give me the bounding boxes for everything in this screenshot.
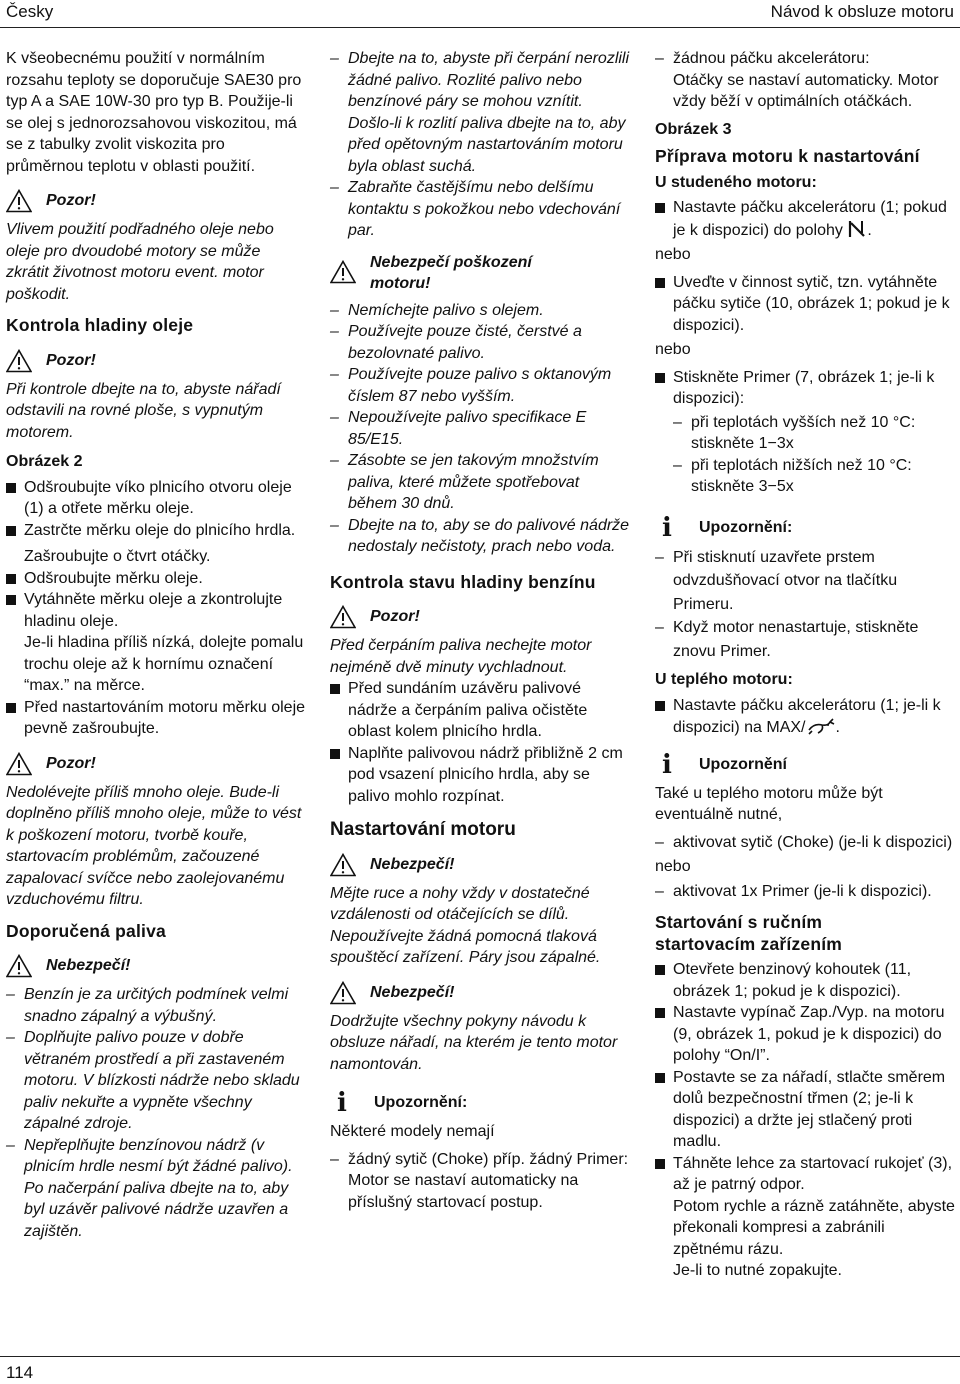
warning-triangle-icon <box>6 189 32 213</box>
list-item-continuation: Zašroubujte o čtvrt otáčky. <box>24 548 211 565</box>
step-text-end: . <box>835 719 840 736</box>
or-text: nebo <box>655 246 691 263</box>
warning-danger-3 <box>330 979 630 1007</box>
list-item: Postavte se za nářadí, stlačte směrem dolů bezpečnostní třmen (2; je-li k dispozici) a držte jej stlačený proti madlu. <box>655 1067 957 1153</box>
list-item: Zastrčte měrku oleje do plnicího hrdla. <box>6 520 306 542</box>
list-item: – Dbejte na to, aby se do palivové nádrže nedostaly nečistoty, prach nebo voda. <box>330 515 630 558</box>
note-text: Také u teplého motoru může být eventuálně nutné, <box>655 784 883 823</box>
list-item: – Používejte pouze čisté, čerstvé a bezolovnaté palivo. <box>330 321 630 364</box>
list-item: Uveďte v činnost sytič, tzn. vytáhněte páčku sytiče (10, obrázek 1; pokud je k dispozici). <box>655 272 957 337</box>
note-list-2 <box>655 881 957 903</box>
warning-caution-2 <box>6 347 306 375</box>
warning-caution-fuel <box>330 603 630 631</box>
warning-label: Pozor! <box>46 192 96 210</box>
note-label: Upozornění: <box>699 518 793 536</box>
cold-steps <box>655 197 957 241</box>
info-icon: i <box>337 1088 347 1118</box>
list-item: Odšroubujte víko plnicího otvoru oleje (1) a otřete měrku oleje. <box>6 477 306 520</box>
list-item: – při teplotách nižších než 10 °C: stiskněte 3−5x <box>673 455 957 498</box>
warning-label: Nebezpečí! <box>370 983 455 1001</box>
warning-label: Nebezpečí! <box>370 855 455 873</box>
warning-text: Při kontrole dbejte na to, abyste nářadí odstavili na rovné ploše, s vypnutým motorem. <box>6 380 281 441</box>
list-item: – Dbejte na to, abyste při čerpání nerozlili žádné palivo. Rozlité palivo nebo benzínové páry se mohou vznítit. Došlo-li k rozlití paliva dbejte na to, aby před opětovným nastartováním motoru byla oblast suchá. <box>330 48 630 177</box>
heading-starting-engine: Nastartování motoru <box>330 819 516 840</box>
list-item: – Doplňujte palivo pouze v dobře větraném prostředí a při zastaveném motoru. V blízkosti nádrže nebo skladu paliv nekuřte a vypněte všechny zápalné zdroje. <box>6 1027 306 1135</box>
note-list-cont <box>655 48 957 70</box>
oil-check-steps <box>6 477 306 542</box>
list-item: – Když motor nenastartuje, stiskněte znovu Primer. <box>655 616 957 663</box>
column-3 <box>655 48 957 1282</box>
cold-steps-3 <box>655 367 957 410</box>
list-item: Táhněte lehce za startovací rukojeť (3), až je patrný odpor. <box>655 1153 957 1196</box>
warning-text: Dodržujte všechny pokyny návodu k obsluze nářadí, na kterém je tento motor namontován. <box>330 1012 618 1073</box>
list-item-continuation: Potom rychle a rázně zatáhněte, abyste překonali kompresi a zabránili zpětnému rázu. <box>673 1197 955 1258</box>
warning-engine-damage <box>330 252 630 296</box>
warning-danger-2 <box>330 851 630 879</box>
list-item: Odšroubujte měrku oleje. <box>6 568 306 590</box>
header-title: Návod k obsluze motoru <box>770 2 954 21</box>
list-item: – Zabraňte častějšímu nebo delšímu kontaktu s pokožkou nebo vdechování par. <box>330 177 630 242</box>
step-text-end: . <box>867 221 872 239</box>
heading-recommended-fuels: Doporučená paliva <box>6 920 166 941</box>
or-text: nebo <box>655 341 691 358</box>
list-item: – při teplotách vyšších než 10 °C: stiskněte 1−3x <box>673 412 957 455</box>
cold-steps-2 <box>655 272 957 337</box>
step-text: Nastavte páčku akcelerátoru (1; pokud je k dispozici) do polohy <box>673 199 947 239</box>
header-language: Česky <box>6 2 54 21</box>
or-text: nebo <box>655 858 691 875</box>
list-item: – Nepřeplňujte benzínovou nádrž (v plnicím hrdle nesmí být žádné palivo). Po načerpání paliva dbejte na to, aby byl uzávěr palivové nádrže uzavřen a zajištěn. <box>6 1135 306 1243</box>
list-item <box>655 197 957 241</box>
heading-warm-engine: U teplého motoru: <box>655 671 793 688</box>
note-1 <box>330 1089 630 1117</box>
engine-damage-list <box>330 300 630 558</box>
list-item-continuation: Je-li to nutné zopakujte. <box>673 1262 842 1279</box>
warning-text: Nedolévejte příliš mnoho oleje. Bude-li doplněno příliš mnoho oleje, může to vést k poškození motoru, tvorbě kouře, startovacím problémům, začouzené zapalovací svíčce nebo zaolejovanému vzduchovému filtru. <box>6 783 302 908</box>
note-list <box>330 1149 630 1171</box>
danger-list <box>6 984 306 1242</box>
list-item: Nastavte vypínač Zap./Vyp. na motoru (9, obrázek 1, pokud je k dispozici) do polohy “On/I”. <box>655 1002 957 1067</box>
warning-triangle-icon <box>6 954 32 978</box>
list-item: Před nastartováním motoru měrku oleje pevně zašroubujte. <box>6 697 306 740</box>
warning-text: Mějte ruce a nohy vždy v dostatečné vzdálenosti od otáčejících se dílů. Nepoužívejte žádná pomocná tlaková spouštěcí zařízení. Páry jsou zápalné. <box>330 884 601 966</box>
figure-ref: Obrázek 2 <box>6 453 83 470</box>
page-number: 114 <box>6 1363 34 1382</box>
note-label: Upozornění <box>699 755 787 773</box>
heading-fuel-level: Kontrola stavu hladiny benzínu <box>330 571 596 592</box>
warning-caution-3 <box>6 750 306 778</box>
list-item: Stiskněte Primer (7, obrázek 1; je-li k dispozici): <box>655 367 957 410</box>
hare-symbol-icon <box>806 716 836 736</box>
list-item: Před sundáním uzávěru palivové nádrže a čerpáním paliva očistěte oblast kolem plnicího hrdla. <box>330 678 630 743</box>
fuel-steps <box>330 678 630 807</box>
page-header <box>0 0 960 28</box>
footer-rule <box>0 1356 960 1357</box>
warning-label: Pozor! <box>370 608 420 626</box>
info-icon: i <box>662 749 672 780</box>
heading-manual-start: Startování s ručním startovacím zařízením <box>655 912 843 954</box>
warning-triangle-icon <box>6 752 32 776</box>
note-text: Některé modely nemají <box>330 1123 495 1140</box>
note-list <box>655 832 957 854</box>
note-list <box>655 546 957 664</box>
heading-cold-engine: U studeného motoru: <box>655 173 817 191</box>
note-label: Upozornění: <box>374 1094 468 1112</box>
header-rule <box>0 27 960 28</box>
list-item-continuation: Otáčky se nastaví automaticky. Motor vždy běží v optimálních otáčkách. <box>673 71 939 110</box>
warning-triangle-icon <box>330 605 356 629</box>
step-text: Nastavte páčku akcelerátoru (1; je-li k dispozici) na MAX/ <box>673 696 941 736</box>
column-1 <box>6 48 306 1242</box>
choke-symbol-icon <box>847 219 867 239</box>
heading-oil-level: Kontrola hladiny oleje <box>6 315 194 335</box>
list-item: – žádný sytič (Choke) příp. žádný Primer: <box>330 1149 630 1171</box>
list-item: – aktivovat sytič (Choke) (je-li k dispozici) <box>655 832 957 854</box>
manual-start-steps <box>655 959 957 1196</box>
oil-check-steps-3 <box>6 697 306 740</box>
list-item: – Benzín je za určitých podmínek velmi snadno zápalný a výbušný. <box>6 984 306 1027</box>
warning-text: Před čerpáním paliva nechejte motor nejméně dvě minuty vychladnout. <box>330 637 592 676</box>
warning-caution-1 <box>6 187 306 215</box>
warning-triangle-icon <box>330 981 356 1005</box>
list-item: – aktivovat 1x Primer (je-li k dispozici). <box>655 881 957 903</box>
list-item: – Zásobte se jen takovým množstvím paliva, které můžete spotřebovat během 30 dnů. <box>330 450 630 515</box>
warning-triangle-icon <box>330 260 356 284</box>
warning-triangle-icon <box>330 853 356 877</box>
list-item: – Nemíchejte palivo s olejem. <box>330 300 630 322</box>
primer-sublist <box>673 412 957 498</box>
note-2 <box>655 514 957 542</box>
list-item: – Nepoužívejte palivo specifikace E 85/E15. <box>330 407 630 450</box>
info-icon: i <box>662 512 672 543</box>
oil-intro: K všeobecnému použití v normálním rozsahu teploty se doporučuje SAE30 pro typ A a SAE 10W-30 pro typ B. Použije-li se olej s jednorozsahovou viskozitou, má se z tabulky zvolit viskozita pro průměrnou teplotu v oblasti použití. <box>6 50 302 175</box>
list-item: Vytáhněte měrku oleje a zkontrolujte hladinu oleje. <box>6 589 306 632</box>
warning-label: Pozor! <box>46 351 96 369</box>
danger-list-cont <box>330 48 630 242</box>
list-item: – Používejte pouze palivo s oktanovým číslem 87 nebo vyšším. <box>330 364 630 407</box>
list-item: Naplňte palivovou nádrž přibližně 2 cm pod vsazení plnicího hrdla, aby se palivo mohlo rozpínat. <box>330 743 630 808</box>
list-item: Otevřete benzinový kohoutek (11, obrázek 1; pokud je k dispozici). <box>655 959 957 1002</box>
note-3 <box>655 751 957 779</box>
figure-ref: Obrázek 3 <box>655 120 732 138</box>
warm-steps <box>655 695 957 739</box>
column-2 <box>330 48 630 1213</box>
heading-prep-engine: Příprava motoru k nastartování <box>655 146 920 166</box>
warning-danger-1 <box>6 952 306 980</box>
oil-check-steps-2 <box>6 568 306 633</box>
warning-label: Nebezpečí! <box>46 957 131 975</box>
list-item <box>655 695 957 739</box>
list-item-continuation: Motor se nastaví automaticky na příslušný startovací postup. <box>348 1172 579 1211</box>
list-item: – Při stisknutí uzavřete prstem odvzdušňovací otvor na tlačítku Primeru. <box>655 546 957 617</box>
list-item: – žádnou páčku akcelerátoru: <box>655 48 957 70</box>
warning-text: Vlivem použití podřadného oleje nebo oleje pro dvoudobé motory se může zkrátit životnost motoru event. motor poškodit. <box>6 221 274 303</box>
warning-label: Pozor! <box>46 754 96 772</box>
warning-label: Nebezpečí poškození motoru! <box>370 253 532 292</box>
list-item-continuation: Je-li hladina příliš nízká, dolejte pomalu trochu oleje až k hornímu označení “max.” na měrce. <box>24 634 304 694</box>
warning-triangle-icon <box>6 349 32 373</box>
